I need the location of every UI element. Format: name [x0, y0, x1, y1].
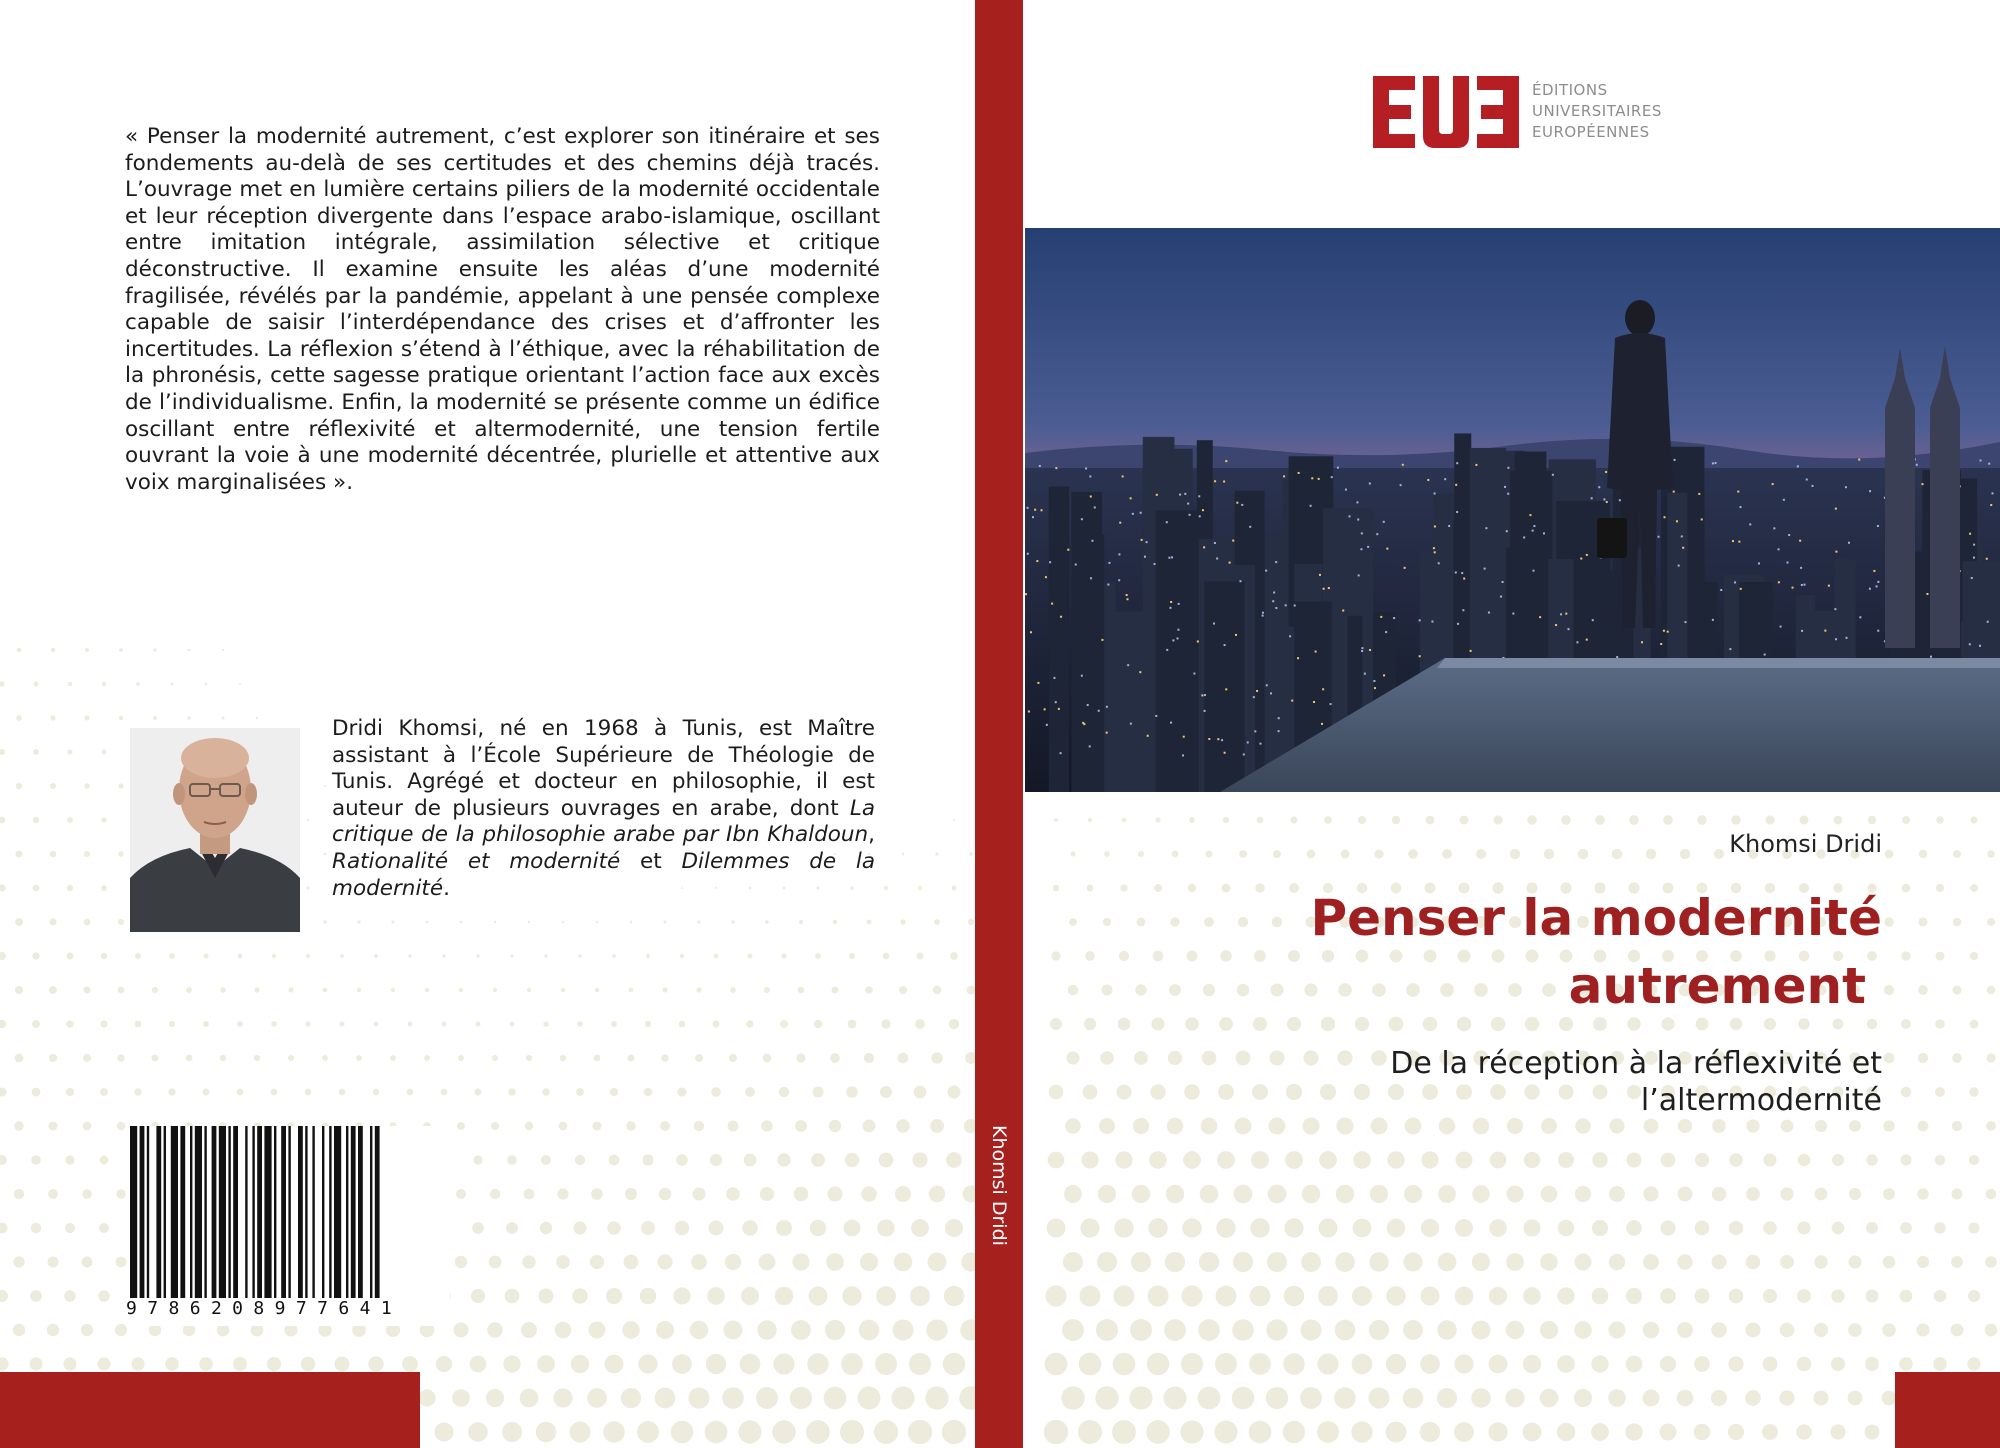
subtitle-line-2: l’altermodernité — [1640, 1083, 1882, 1118]
spine-author: Khomsi Dridi — [988, 1124, 1010, 1246]
isbn-barcode — [130, 1126, 450, 1326]
subtitle-line-1: De la réception à la réflexivité et — [1390, 1046, 1882, 1081]
front-cover-red-bar — [1895, 1372, 2000, 1448]
publisher-line-2: UNIVERSITAIRES — [1532, 102, 1662, 120]
city-skyline-photo-icon — [1025, 228, 2000, 792]
bio-work-2: Rationalité et modernité — [332, 848, 621, 874]
publisher-line-1: ÉDITIONS — [1532, 81, 1608, 99]
author-bio — [332, 716, 875, 902]
author-photo — [130, 728, 300, 932]
front-cover-author: Khomsi Dridi — [1729, 830, 1882, 858]
publisher-logo-icon — [1373, 76, 1519, 148]
book-subtitle — [1182, 1045, 1882, 1119]
bio-intro: Dridi Khomsi, né en 1968 à Tunis, est Maître assistant à l’École Supérieure de Théologie de Tunis. Agrégé et docteur en philosophie, il est auteur de plusieurs ouvrages en arabe, dont — [332, 716, 875, 821]
title-line-2: autrement — [1568, 957, 1866, 1015]
cover-photo — [1025, 228, 2000, 792]
isbn-digits: 9786208977641 — [126, 1298, 446, 1320]
bio-separator-2: et — [620, 848, 682, 874]
back-cover-blurb: « Penser la modernité autrement, c’est explorer son itinéraire et ses fondements au-delà de ses certitudes et des chemins déjà tracés. L’ouvrage met en lumière certains piliers de la modernité occidentale et leur réception divergente dans l’espace arabo-islamique, oscillant entre imitation intégrale, assimilation sélective et critique déconstructive. Il examine ensuite les aléas d’une modernité fragilisée, révélés par la pandémie, appelant à une pensée complexe capable de saisir l’interdépendance des crises et d’affronter les incertitudes. La réflexion s’étend à l’éthique, avec la réhabilitation de la phronésis, cette sagesse pratique orientant l’action face aux excès de l’individualisme. Enfin, la modernité se présente comme un édifice oscillant entre réflexivité et altermodernité, une tension fertile ouvrant la voie à une modernité décentrée, plurielle et attentive aux voix marginalisées ». — [125, 124, 880, 495]
bio-separator-1: , — [868, 822, 875, 848]
back-cover-red-bar — [0, 1372, 420, 1448]
publisher-name — [1532, 80, 1662, 143]
bio-work-3: Dilemmes de la modernité — [332, 848, 875, 901]
author-portrait-icon — [130, 728, 300, 932]
spine-author-container — [975, 1115, 1023, 1255]
book-title — [1182, 884, 1882, 1020]
bio-work-1: La critique de la philosophie arabe par Ibn Khaldoun — [332, 795, 875, 848]
publisher-line-3: EUROPÉENNES — [1532, 123, 1650, 141]
title-line-1: Penser la modernité — [1310, 889, 1882, 947]
bio-end: . — [443, 875, 450, 901]
